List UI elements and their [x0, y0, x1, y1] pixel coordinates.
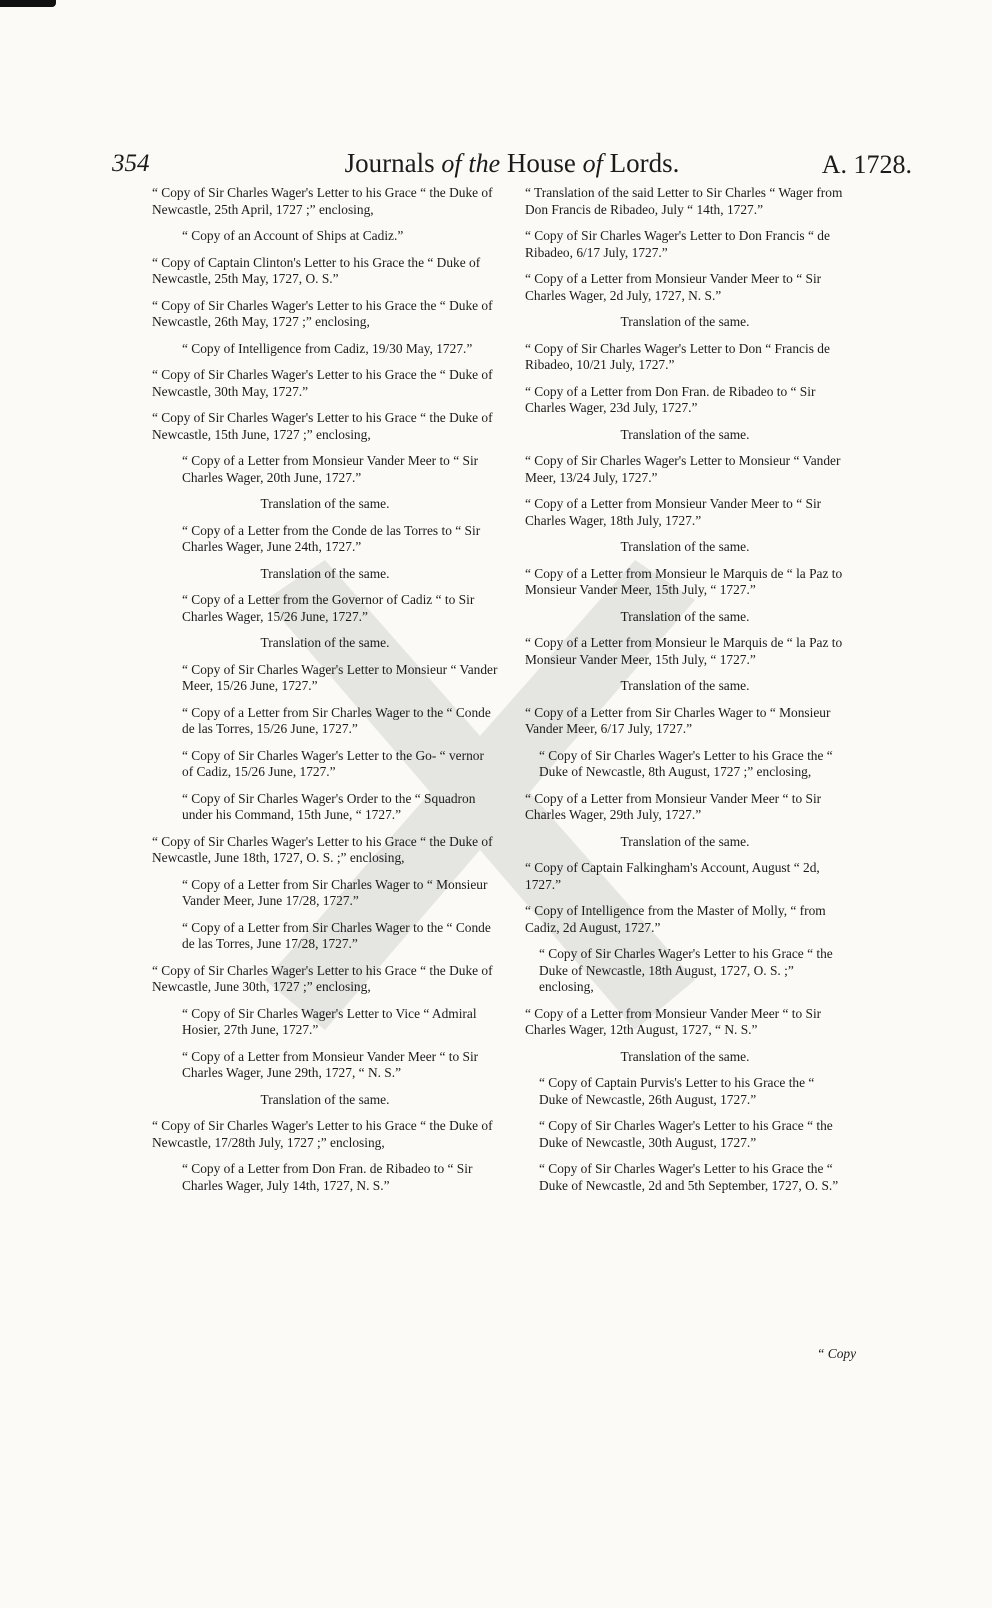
page-header	[112, 146, 912, 186]
document-entry: “ Copy of Sir Charles Wager's Letter to his Grace the “ Duke of Newcastle, 2d and 5th September, 1727, O. S.”	[539, 1161, 839, 1193]
translation-note: Translation of the same.	[620, 678, 750, 693]
title-word: House	[506, 148, 576, 178]
document-entry: “ Copy of Sir Charles Wager's Letter to his Grace “ the Duke of Newcastle, June 30th, 1727 ;” enclosing,	[152, 962, 493, 994]
document-entry: “ Copy of a Letter from the Governor of Cadiz “ to Sir Charles Wager, 15/26 June, 1727.”	[182, 592, 475, 624]
document-entry: “ Copy of a Letter from Monsieur Vander Meer to “ Sir Charles Wager, 18th July, 1727.”	[525, 496, 822, 528]
document-entry: “ Copy of a Letter from Sir Charles Wager to “ Monsieur Vander Meer, June 17/28, 1727.”	[182, 876, 488, 908]
translation-note: Translation of the same.	[620, 608, 750, 624]
document-entry: “ Translation of the said Letter to Sir Charles “ Wager from Don Francis de Ribadeo, July “ 14th, 1727.”	[525, 185, 843, 217]
translation-note: Translation of the same.	[260, 635, 390, 650]
year-heading: A. 1728.	[821, 150, 912, 179]
document-entry: “ Copy of Sir Charles Wager's Order to the “ Squadron under his Command, 15th June, “ 1727.”	[182, 790, 476, 822]
translation-note: Translation of the same.	[620, 539, 750, 554]
document-entry: “ Copy of Intelligence from the Master of Molly, “ from Cadiz, 2d August, 1727.”	[525, 903, 826, 935]
document-entry: “ Copy of a Letter from Monsieur Vander Meer to “ Sir Charles Wager, 20th June, 1727.”	[182, 453, 479, 485]
document-entry: “ Copy of Captain Falkingham's Account, August “ 2d, 1727.”	[525, 860, 820, 892]
translation-note: Translation of the same.	[620, 314, 750, 329]
document-entry: “ Copy of Sir Charles Wager's Letter to his Grace “ the Duke of Newcastle, 15th June, 1727 ;” enclosing,	[152, 410, 493, 442]
document-entry: “ Copy of Sir Charles Wager's Letter to Don Francis “ de Ribadeo, 6/17 July, 1727.”	[525, 228, 830, 260]
document-entry: “ Copy of a Letter from Sir Charles Wager to the “ Conde de las Torres, June 17/28, 1727.”	[182, 919, 491, 951]
document-entry: “ Copy of Sir Charles Wager's Letter to his Grace the “ Duke of Newcastle, 30th May, 1727.”	[152, 367, 493, 399]
document-entry: “ Copy of a Letter from Monsieur le Marquis de “ la Paz to Monsieur Vander Meer, 15th July, “ 1727.”	[525, 565, 843, 597]
document-entry: “ Copy of Intelligence from Cadiz, 19/30 May, 1727.”	[182, 340, 473, 356]
document-entry: “ Copy of a Letter from Sir Charles Wager to the “ Conde de las Torres, 15/26 June, 1727.”	[182, 704, 491, 736]
page-number: 354	[112, 150, 150, 177]
title-word: Lords.	[609, 148, 680, 178]
translation-note: Translation of the same.	[620, 833, 750, 849]
document-entry: “ Copy of Sir Charles Wager's Letter to his Grace “ the Duke of Newcastle, 17/28th July, 1727 ;” enclosing,	[152, 1118, 493, 1150]
document-entry: “ Copy of a Letter from Sir Charles Wager to “ Monsieur Vander Meer, 6/17 July, 1727.”	[525, 704, 831, 736]
document-entry: “ Copy of Sir Charles Wager's Letter to his Grace the “ Duke of Newcastle, 26th May, 1727 ;” enclosing,	[152, 297, 493, 329]
document-entry: “ Copy of Sir Charles Wager's Letter to his Grace “ the Duke of Newcastle, June 18th, 1727, O. S. ;” enclosing,	[152, 833, 493, 865]
running-title	[112, 148, 912, 179]
title-word: Journals	[344, 148, 435, 178]
document-entry: “ Copy of Sir Charles Wager's Letter to his Grace “ the Duke of Newcastle, 18th August, 1727, O. S. ;” enclosing,	[539, 946, 833, 994]
document-entry: “ Copy of a Letter from Monsieur Vander Meer to “ Sir Charles Wager, 2d July, 1727, N. S.”	[525, 271, 822, 303]
document-entry: “ Copy of Sir Charles Wager's Letter to his Grace “ the Duke of Newcastle, 25th April, 1727 ;” enclosing,	[152, 185, 493, 217]
document-entry: “ Copy of Captain Clinton's Letter to his Grace the “ Duke of Newcastle, 25th May, 1727, O. S.”	[152, 254, 481, 286]
document-entry: “ Copy of Sir Charles Wager's Letter to Monsieur “ Vander Meer, 15/26 June, 1727.”	[182, 661, 498, 693]
document-entry: “ Copy of Sir Charles Wager's Letter to his Grace “ the Duke of Newcastle, 30th August, 1727.”	[539, 1118, 833, 1150]
document-entry: “ Copy of Sir Charles Wager's Letter to the Go- “ vernor of Cadiz, 15/26 June, 1727.”	[182, 747, 484, 779]
document-entry: “ Copy of Sir Charles Wager's Letter to Don “ Francis de Ribadeo, 10/21 July, 1727.”	[525, 340, 830, 372]
left-column	[152, 185, 498, 1204]
scan-edge-mark	[0, 0, 56, 7]
document-entry: “ Copy of Sir Charles Wager's Letter to his Grace the “ Duke of Newcastle, 8th August, 1727 ;” enclosing,	[539, 747, 833, 779]
document-entry: “ Copy of a Letter from Monsieur le Marquis de “ la Paz to Monsieur Vander Meer, 15th July, “ 1727.”	[525, 635, 843, 667]
title-word: the	[468, 149, 501, 178]
title-word: of	[582, 149, 603, 178]
translation-note: Translation of the same.	[620, 1048, 750, 1064]
document-entry: “ Copy of Sir Charles Wager's Letter to Monsieur “ Vander Meer, 13/24 July, 1727.”	[525, 453, 841, 485]
document-entry: “ Copy of a Letter from Don Fran. de Ribadeo to “ Sir Charles Wager, July 14th, 1727, N. S.”	[182, 1161, 473, 1193]
document-entry: “ Copy of a Letter from Monsieur Vander Meer “ to Sir Charles Wager, 29th July, 1727.”	[525, 790, 822, 822]
title-word: of	[441, 149, 462, 178]
document-entry: “ Copy of Sir Charles Wager's Letter to Vice “ Admiral Hosier, 27th June, 1727.”	[182, 1005, 477, 1037]
document-entry: “ Copy of a Letter from the Conde de las Torres to “ Sir Charles Wager, June 24th, 1727.”	[182, 522, 481, 554]
document-entry: “ Copy of a Letter from Monsieur Vander Meer “ to Sir Charles Wager, 12th August, 1727, “ N. S.”	[525, 1005, 822, 1037]
document-entry: “ Copy of a Letter from Monsieur Vander Meer “ to Sir Charles Wager, June 29th, 1727, “ N. S.”	[182, 1048, 479, 1080]
document-entry: “ Copy of an Account of Ships at Cadiz.”	[182, 228, 404, 243]
document-entry: “ Copy of Captain Purvis's Letter to his Grace the “ Duke of Newcastle, 26th August, 1727.”	[539, 1075, 815, 1107]
translation-note: Translation of the same.	[260, 1091, 390, 1107]
translation-note: Translation of the same.	[260, 496, 390, 511]
catchword: “ Copy	[817, 1346, 857, 1361]
right-column	[525, 185, 845, 1204]
document-entry: “ Copy of a Letter from Don Fran. de Ribadeo to “ Sir Charles Wager, 23d July, 1727.”	[525, 383, 816, 415]
translation-note: Translation of the same.	[260, 565, 390, 581]
translation-note: Translation of the same.	[620, 426, 750, 442]
